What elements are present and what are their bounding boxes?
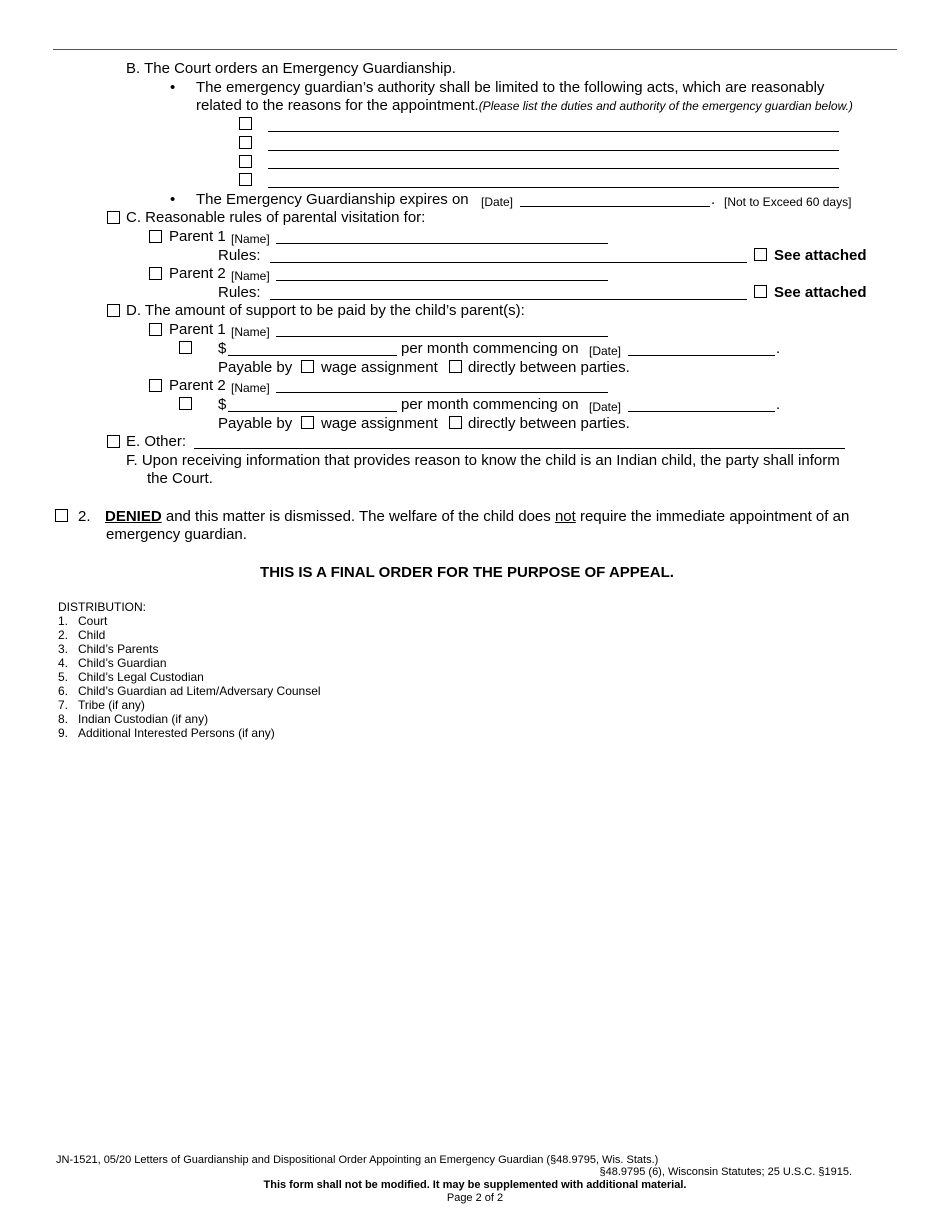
distribution-title: DISTRIBUTION: — [58, 600, 147, 614]
support-parent1-checkbox[interactable] — [149, 323, 162, 336]
footer-form-id: JN-1521, 05/20 Letters of Guardianship and Dispositional Order Appointing an Emergency Guardian (§48.9795, Wis. Stats.) — [56, 1154, 659, 1166]
duty-line-4[interactable] — [268, 187, 839, 188]
support-parent2-date-field[interactable] — [628, 411, 775, 412]
name-hint: [Name] — [231, 325, 270, 339]
payable-by-label: Payable by — [218, 415, 293, 432]
denied-text-line2: emergency guardian. — [106, 526, 247, 543]
duty-line-3[interactable] — [268, 168, 839, 169]
visitation-parent2-label: Parent 2 — [169, 265, 226, 282]
dollar-sign: $ — [218, 396, 227, 413]
wage-assignment-label: wage assignment — [321, 415, 438, 432]
visitation-parent1-name-field[interactable] — [276, 243, 608, 244]
list-item: 3. Child’s Parents — [58, 642, 159, 656]
directly-label: directly between parties. — [468, 359, 630, 376]
duty-line-1[interactable] — [268, 131, 839, 132]
other-field[interactable] — [194, 448, 845, 449]
wage-assignment-label: wage assignment — [321, 359, 438, 376]
expires-date-hint: [Date] — [481, 195, 514, 209]
list-item: 7. Tribe (if any) — [58, 698, 145, 712]
bullet-icon: • — [170, 79, 176, 96]
support-parent1-name-field[interactable] — [276, 336, 608, 337]
directly-checkbox-2[interactable] — [449, 416, 462, 429]
name-hint: [Name] — [231, 232, 270, 246]
expires-text: The Emergency Guardianship expires on — [196, 191, 469, 208]
see-attached-checkbox-1[interactable] — [754, 248, 767, 261]
section-d-title: D. The amount of support to be paid by the child’s parent(s): — [126, 302, 525, 319]
section-c-checkbox[interactable] — [107, 211, 120, 224]
support-parent2-checkbox[interactable] — [149, 379, 162, 392]
list-item: 1. Court — [58, 614, 108, 628]
payable-by-label: Payable by — [218, 359, 293, 376]
item2-number: 2. — [78, 508, 91, 525]
top-rule — [53, 49, 897, 50]
bullet-icon: • — [170, 191, 176, 208]
see-attached-label-1: See attached — [774, 247, 867, 264]
list-item: 8. Indian Custodian (if any) — [58, 712, 209, 726]
visitation-parent2-name-field[interactable] — [276, 280, 608, 281]
name-hint: [Name] — [231, 269, 270, 283]
visitation-parent1-label: Parent 1 — [169, 228, 226, 245]
denied-label: DENIED — [105, 508, 162, 525]
support-parent2-name-field[interactable] — [276, 392, 608, 393]
duty-checkbox-3[interactable] — [239, 155, 252, 168]
name-hint: [Name] — [231, 381, 270, 395]
denied-checkbox[interactable] — [55, 509, 68, 522]
page-number: Page 2 of 2 — [446, 1192, 504, 1204]
not-exceed-note: [Not to Exceed 60 days] — [724, 195, 852, 209]
see-attached-checkbox-2[interactable] — [754, 285, 767, 298]
support-parent1-date-field[interactable] — [628, 355, 775, 356]
section-c-title: C. Reasonable rules of parental visitation for: — [126, 209, 426, 226]
section-e-checkbox[interactable] — [107, 435, 120, 448]
support-parent1-amount-checkbox[interactable] — [179, 341, 192, 354]
support-parent2-amount-checkbox[interactable] — [179, 397, 192, 410]
per-month-text: per month commencing on — [401, 396, 579, 413]
footer-notice: This form shall not be modified. It may be supplemented with additional material. — [263, 1179, 687, 1191]
section-e-title: E. Other: — [126, 433, 187, 450]
support-parent1-label: Parent 1 — [169, 321, 226, 338]
section-d-checkbox[interactable] — [107, 304, 120, 317]
see-attached-label-2: See attached — [774, 284, 867, 301]
authority-text-line1: The emergency guardian’s authority shall be limited to the following acts, which are reasonably — [196, 79, 825, 96]
list-item: 2. Child — [58, 628, 106, 642]
period: . — [776, 396, 781, 413]
directly-label: directly between parties. — [468, 415, 630, 432]
support-parent2-amount-field[interactable] — [228, 411, 397, 412]
wage-assignment-checkbox-2[interactable] — [301, 416, 314, 429]
visitation-parent1-rules-field[interactable] — [270, 262, 747, 263]
support-parent1-amount-field[interactable] — [228, 355, 397, 356]
dollar-sign: $ — [218, 340, 227, 357]
duty-checkbox-1[interactable] — [239, 117, 252, 130]
date-hint: [Date] — [589, 344, 622, 358]
final-order-heading: THIS IS A FINAL ORDER FOR THE PURPOSE OF APPEAL. — [260, 564, 674, 581]
visitation-parent1-checkbox[interactable] — [149, 230, 162, 243]
list-item: 4. Child’s Guardian — [58, 656, 167, 670]
distribution-list — [58, 614, 321, 740]
directly-checkbox-1[interactable] — [449, 360, 462, 373]
rules-label: Rules: — [218, 247, 261, 264]
support-parent2-label: Parent 2 — [169, 377, 226, 394]
denied-text-line1: DENIED and this matter is dismissed. The welfare of the child does not require the immediate appointment of an — [105, 508, 850, 525]
period: . — [776, 340, 781, 357]
footer-statutes: §48.9795 (6), Wisconsin Statutes; 25 U.S.C. §1915. — [599, 1166, 852, 1178]
visitation-parent2-rules-field[interactable] — [270, 299, 747, 300]
per-month-text: per month commencing on — [401, 340, 579, 357]
duty-checkbox-4[interactable] — [239, 173, 252, 186]
not-emphasis: not — [554, 508, 576, 525]
duty-checkbox-2[interactable] — [239, 136, 252, 149]
list-item: 9. Additional Interested Persons (if any) — [58, 726, 275, 740]
wage-assignment-checkbox-1[interactable] — [301, 360, 314, 373]
list-item: 5. Child’s Legal Custodian — [58, 670, 204, 684]
expires-date-field[interactable] — [520, 206, 710, 207]
date-hint: [Date] — [589, 400, 622, 414]
list-item: 6. Child’s Guardian ad Litem/Adversary Counsel — [58, 684, 321, 698]
expires-period: . — [711, 191, 716, 208]
section-f-line1: F. Upon receiving information that provides reason to know the child is an Indian child, the party shall inform — [126, 452, 840, 469]
visitation-parent2-checkbox[interactable] — [149, 267, 162, 280]
authority-text-line2: related to the reasons for the appointment.(Please list the duties and authority of the emergency guardian below.) — [196, 97, 853, 114]
section-b-title: B. The Court orders an Emergency Guardianship. — [126, 60, 456, 77]
rules-label: Rules: — [218, 284, 261, 301]
section-f-line2: the Court. — [147, 470, 213, 487]
authority-note: (Please list the duties and authority of the emergency guardian below.) — [478, 99, 853, 113]
duty-line-2[interactable] — [268, 150, 839, 151]
